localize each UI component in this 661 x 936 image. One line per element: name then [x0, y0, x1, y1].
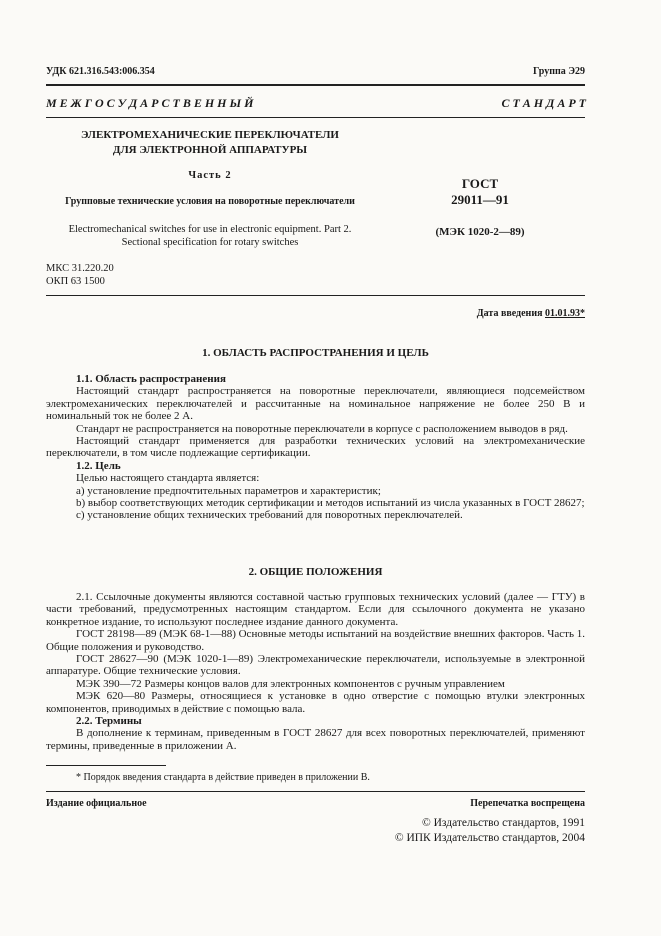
mks-code: МКС 31.220.20 [46, 263, 114, 274]
paragraph: Настоящий стандарт распространяется на поворотные переключатели, являющиеся подсемейством электромеханических переключателей и рассчитанные на номинальное напряжение не более 250 В и номинальный ток не более 2 А. [46, 385, 585, 423]
banner-word-interstate: М Е Ж Г О С У Д А Р С Т В Е Н Н Ы Й [46, 96, 254, 110]
footer-rule [46, 791, 585, 792]
standard-banner [46, 96, 586, 111]
copyright-1991: © Издательство стандартов, 1991 [421, 817, 585, 829]
section-2-body [46, 591, 585, 752]
gost-designation [410, 176, 550, 208]
introduction-date-value: 01.01.93* [545, 308, 585, 319]
copyright-block [395, 816, 585, 846]
document-title [60, 128, 360, 158]
group-code: Группа Э29 [533, 66, 585, 77]
english-title [40, 223, 380, 249]
banner-rule [46, 117, 585, 118]
okp-code: ОКП 63 1500 [46, 276, 105, 287]
title-line-2: ДЛЯ ЭЛЕКТРОННОЙ АППАРАТУРЫ [112, 144, 308, 156]
footnote: * Порядок введения стандарта в действие приведен в приложении В. [76, 772, 370, 783]
paragraph: Настоящий стандарт применяется для разработки технических условий на электромеханические переключатели, в том числе подлежащие сертификации. [46, 435, 585, 460]
official-edition: Издание официальное [46, 798, 147, 809]
english-title-line-2: Sectional specification for rotary switches [121, 237, 299, 248]
section-1-title: 1. ОБЛАСТЬ РАСПРОСТРАНЕНИЯ И ЦЕЛЬ [202, 347, 429, 359]
english-title-line-1: Electromechanical switches for use in electronic equipment. Part 2. [68, 224, 352, 235]
udk-code: УДК 621.316.543:006.354 [46, 66, 155, 77]
top-rule [46, 84, 585, 86]
subsection-2-2-heading: 2.2. Термины [76, 715, 142, 728]
footnote-rule [46, 765, 166, 766]
reprint-prohibited: Перепечатка воспрещена [470, 798, 585, 809]
copyright-2004: © ИПК Издательство стандартов, 2004 [394, 832, 585, 844]
introduction-date-label: Дата введения [476, 308, 545, 319]
part-label: Часть 2 [188, 170, 232, 181]
classification-codes [46, 262, 114, 288]
list-item-b: b) выбор соответствующих методик сертификации и методов испытаний из числа указанных в ГОСТ 28627; [76, 497, 585, 510]
subsection-1-1-heading: 1.1. Область распространения [76, 373, 226, 385]
gost-number: 29011—91 [451, 192, 509, 207]
paragraph: В дополнение к терминам, приведенным в ГОСТ 28627 для всех поворотных переключателей, применяют термины, приведенные в приложении А. [46, 727, 585, 752]
iec-designation: (МЭК 1020-2—89) [435, 226, 525, 238]
reference-item: МЭК 390—72 Размеры концов валов для электронных компонентов с ручным управлением [76, 677, 505, 690]
paragraph: 2.1. Ссылочные документы являются составной частью групповых технических условий (далее — ГТУ) в части требований, предусмотренных настоящим стандартом. Если для ссылочного документа не указано конкретное издание, то используют последнее издание данного документа. [46, 591, 585, 628]
section-1-body [46, 373, 585, 522]
banner-word-standard: С Т А Н Д А Р Т [501, 96, 586, 110]
reference-item: ГОСТ 28627—90 (МЭК 1020-1—89) Электромеханические переключатели, используемые в электронной аппаратуре. Общие технические условия. [46, 653, 585, 678]
gost-label: ГОСТ [461, 176, 499, 191]
introduction-date [477, 308, 585, 319]
codes-rule [46, 295, 585, 296]
list-item-c: c) установление общих технических требований для поворотных переключателей. [76, 509, 463, 522]
subsection-1-2-heading: 1.2. Цель [76, 459, 121, 472]
document-subtitle: Групповые технические условия на поворотные переключатели [65, 196, 355, 207]
section-2-title: 2. ОБЩИЕ ПОЛОЖЕНИЯ [248, 566, 383, 578]
paragraph: Целью настоящего стандарта является: [76, 472, 260, 485]
reference-item: МЭК 620—80 Размеры, относящиеся к установке в одно отверстие с помощью втулки электронных компонентов, приводимых в действие с помощью вала. [46, 690, 585, 715]
reference-item: ГОСТ 28198—89 (МЭК 68-1—88) Основные методы испытаний на воздействие внешних факторов. Часть 1. Общие положения и руководство. [46, 628, 585, 653]
title-line-1: ЭЛЕКТРОМЕХАНИЧЕСКИЕ ПЕРЕКЛЮЧАТЕЛИ [81, 129, 339, 141]
paragraph: Стандарт не распространяется на поворотные переключатели в корпусе с расположением выводов в ряд. [76, 422, 568, 435]
list-item-a: а) установление предпочтительных параметров и характеристик; [76, 484, 381, 497]
